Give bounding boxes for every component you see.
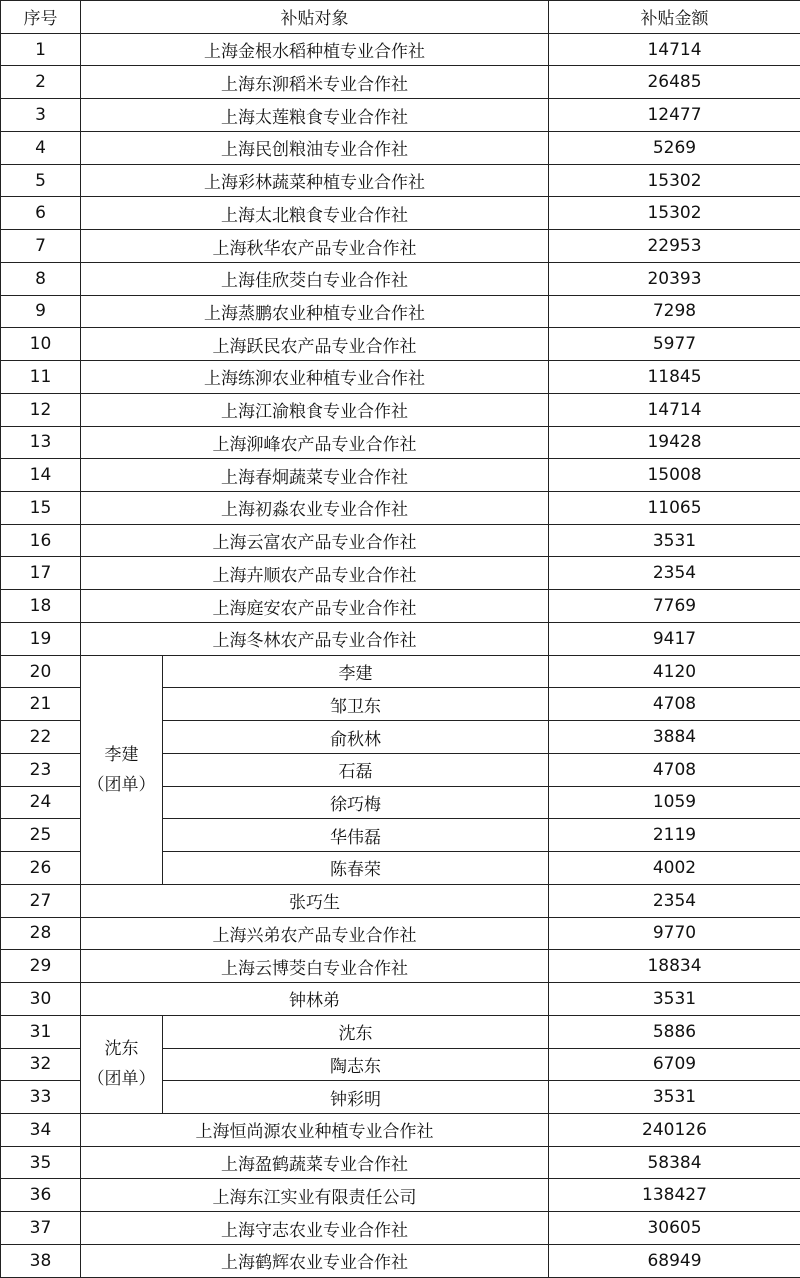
- subsidy-amount: 4708: [549, 688, 800, 721]
- row-number: 12: [1, 393, 81, 426]
- target-name: 上海鹤辉农业专业合作社: [81, 1244, 549, 1277]
- row-number: 36: [1, 1179, 81, 1212]
- table-row: [1, 361, 800, 394]
- header-row: [1, 1, 800, 34]
- table-row: [1, 197, 800, 230]
- group-suffix: （团单）: [87, 774, 156, 795]
- table-row: [1, 1146, 800, 1179]
- target-name: 上海蒸鹏农业种植专业合作社: [81, 295, 549, 328]
- row-number: 13: [1, 426, 81, 459]
- row-number: 25: [1, 819, 81, 852]
- table-row: [1, 33, 800, 66]
- row-number: 21: [1, 688, 81, 721]
- subsidy-amount: 18834: [549, 950, 800, 983]
- group-suffix: （团单）: [87, 1069, 156, 1090]
- target-name: 上海恒尚源农业种植专业合作社: [81, 1113, 549, 1146]
- subsidy-amount: 12477: [549, 99, 800, 132]
- subsidy-amount: 5977: [549, 328, 800, 361]
- subsidy-amount: 5886: [549, 1015, 800, 1048]
- target-name: 邹卫东: [163, 688, 549, 721]
- subsidy-amount: 4120: [549, 655, 800, 688]
- row-number: 30: [1, 983, 81, 1016]
- group-name: 李建: [104, 744, 139, 765]
- table-row: [1, 295, 800, 328]
- target-name: 钟彩明: [163, 1081, 549, 1114]
- table-row: [1, 131, 800, 164]
- subsidy-amount: 3531: [549, 524, 800, 557]
- table-row: [1, 164, 800, 197]
- subsidy-amount: 11065: [549, 492, 800, 525]
- header-target: 补贴对象: [81, 1, 549, 34]
- subsidy-amount: 7298: [549, 295, 800, 328]
- target-name: 上海太北粮食专业合作社: [81, 197, 549, 230]
- table-row: [1, 655, 800, 688]
- table-row: [1, 328, 800, 361]
- target-name: 徐巧梅: [163, 786, 549, 819]
- table-row: [1, 1244, 800, 1277]
- target-name: 上海泖峰农产品专业合作社: [81, 426, 549, 459]
- target-name: 上海冬林农产品专业合作社: [81, 622, 549, 655]
- row-number: 35: [1, 1146, 81, 1179]
- subsidy-amount: 240126: [549, 1113, 800, 1146]
- row-number: 31: [1, 1015, 81, 1048]
- table-row: [1, 917, 800, 950]
- target-name: 上海彩林蔬菜种植专业合作社: [81, 164, 549, 197]
- subsidy-amount: 22953: [549, 230, 800, 263]
- target-name: 上海东江实业有限责任公司: [81, 1179, 549, 1212]
- row-number: 20: [1, 655, 81, 688]
- subsidy-amount: 58384: [549, 1146, 800, 1179]
- row-number: 38: [1, 1244, 81, 1277]
- row-number: 22: [1, 721, 81, 754]
- row-number: 17: [1, 557, 81, 590]
- subsidy-amount: 14714: [549, 393, 800, 426]
- subsidy-amount: 15008: [549, 459, 800, 492]
- table-row: [1, 262, 800, 295]
- target-name: 上海太莲粮食专业合作社: [81, 99, 549, 132]
- table-row: [1, 1179, 800, 1212]
- target-name: 张巧生: [81, 884, 549, 917]
- row-number: 37: [1, 1212, 81, 1245]
- subsidy-amount: 3531: [549, 983, 800, 1016]
- subsidy-amount: 7769: [549, 590, 800, 623]
- subsidy-amount: 4002: [549, 852, 800, 885]
- row-number: 5: [1, 164, 81, 197]
- target-name: 俞秋林: [163, 721, 549, 754]
- table-row: [1, 99, 800, 132]
- target-name: 上海卉顺农产品专业合作社: [81, 557, 549, 590]
- table-row: [1, 884, 800, 917]
- table-row: [1, 492, 800, 525]
- table-row: [1, 66, 800, 99]
- target-name: 上海跃民农产品专业合作社: [81, 328, 549, 361]
- row-number: 18: [1, 590, 81, 623]
- subsidy-amount: 5269: [549, 131, 800, 164]
- subsidy-amount: 9417: [549, 622, 800, 655]
- subsidy-amount: 68949: [549, 1244, 800, 1277]
- row-number: 19: [1, 622, 81, 655]
- row-number: 14: [1, 459, 81, 492]
- target-name: 沈东: [163, 1015, 549, 1048]
- group-cell: [81, 1015, 163, 1113]
- target-name: 上海庭安农产品专业合作社: [81, 590, 549, 623]
- row-number: 26: [1, 852, 81, 885]
- target-name: 上海云博茭白专业合作社: [81, 950, 549, 983]
- target-name: 陶志东: [163, 1048, 549, 1081]
- target-name: 上海守志农业专业合作社: [81, 1212, 549, 1245]
- target-name: 上海初淼农业专业合作社: [81, 492, 549, 525]
- target-name: 上海秋华农产品专业合作社: [81, 230, 549, 263]
- row-number: 7: [1, 230, 81, 263]
- target-name: 上海东泖稻米专业合作社: [81, 66, 549, 99]
- subsidy-amount: 2354: [549, 884, 800, 917]
- row-number: 6: [1, 197, 81, 230]
- subsidy-amount: 11845: [549, 361, 800, 394]
- table-row: [1, 1212, 800, 1245]
- subsidy-amount: 9770: [549, 917, 800, 950]
- target-name: 上海金根水稻种植专业合作社: [81, 33, 549, 66]
- table-row: [1, 1015, 800, 1048]
- table-row: [1, 459, 800, 492]
- table-row: [1, 983, 800, 1016]
- row-number: 8: [1, 262, 81, 295]
- row-number: 33: [1, 1081, 81, 1114]
- subsidy-amount: 26485: [549, 66, 800, 99]
- row-number: 29: [1, 950, 81, 983]
- row-number: 2: [1, 66, 81, 99]
- table-row: [1, 426, 800, 459]
- target-name: 钟林弟: [81, 983, 549, 1016]
- table-row: [1, 524, 800, 557]
- target-name: 上海江渝粮食专业合作社: [81, 393, 549, 426]
- target-name: 上海盈鹤蔬菜专业合作社: [81, 1146, 549, 1179]
- target-name: 上海兴弟农产品专业合作社: [81, 917, 549, 950]
- target-name: 上海春炯蔬菜专业合作社: [81, 459, 549, 492]
- subsidy-amount: 3531: [549, 1081, 800, 1114]
- header-amount: 补贴金额: [549, 1, 800, 34]
- subsidy-amount: 30605: [549, 1212, 800, 1245]
- row-number: 9: [1, 295, 81, 328]
- row-number: 27: [1, 884, 81, 917]
- subsidy-amount: 138427: [549, 1179, 800, 1212]
- subsidy-amount: 15302: [549, 164, 800, 197]
- table-row: [1, 557, 800, 590]
- row-number: 3: [1, 99, 81, 132]
- target-name: 石磊: [163, 753, 549, 786]
- row-number: 32: [1, 1048, 81, 1081]
- header-no: 序号: [1, 1, 81, 34]
- target-name: 上海佳欣茭白专业合作社: [81, 262, 549, 295]
- row-number: 23: [1, 753, 81, 786]
- target-name: 李建: [163, 655, 549, 688]
- target-name: 陈春荣: [163, 852, 549, 885]
- row-number: 10: [1, 328, 81, 361]
- group-cell: [81, 655, 163, 884]
- table-row: [1, 230, 800, 263]
- row-number: 4: [1, 131, 81, 164]
- target-name: 华伟磊: [163, 819, 549, 852]
- subsidy-amount: 15302: [549, 197, 800, 230]
- subsidy-amount: 2354: [549, 557, 800, 590]
- row-number: 16: [1, 524, 81, 557]
- subsidy-amount: 6709: [549, 1048, 800, 1081]
- row-number: 24: [1, 786, 81, 819]
- target-name: 上海云富农产品专业合作社: [81, 524, 549, 557]
- target-name: 上海练泖农业种植专业合作社: [81, 361, 549, 394]
- subsidy-amount: 4708: [549, 753, 800, 786]
- subsidy-table-body: [1, 1, 800, 1278]
- subsidy-amount: 2119: [549, 819, 800, 852]
- subsidy-amount: 20393: [549, 262, 800, 295]
- table-row: [1, 950, 800, 983]
- table-row: [1, 590, 800, 623]
- subsidy-amount: 1059: [549, 786, 800, 819]
- table-row: [1, 622, 800, 655]
- row-number: 15: [1, 492, 81, 525]
- row-number: 1: [1, 33, 81, 66]
- subsidy-amount: 19428: [549, 426, 800, 459]
- table-row: [1, 393, 800, 426]
- subsidy-amount: 3884: [549, 721, 800, 754]
- row-number: 34: [1, 1113, 81, 1146]
- row-number: 11: [1, 361, 81, 394]
- subsidy-amount: 14714: [549, 33, 800, 66]
- table-row: [1, 1113, 800, 1146]
- group-name: 沈东: [104, 1039, 139, 1060]
- row-number: 28: [1, 917, 81, 950]
- target-name: 上海民创粮油专业合作社: [81, 131, 549, 164]
